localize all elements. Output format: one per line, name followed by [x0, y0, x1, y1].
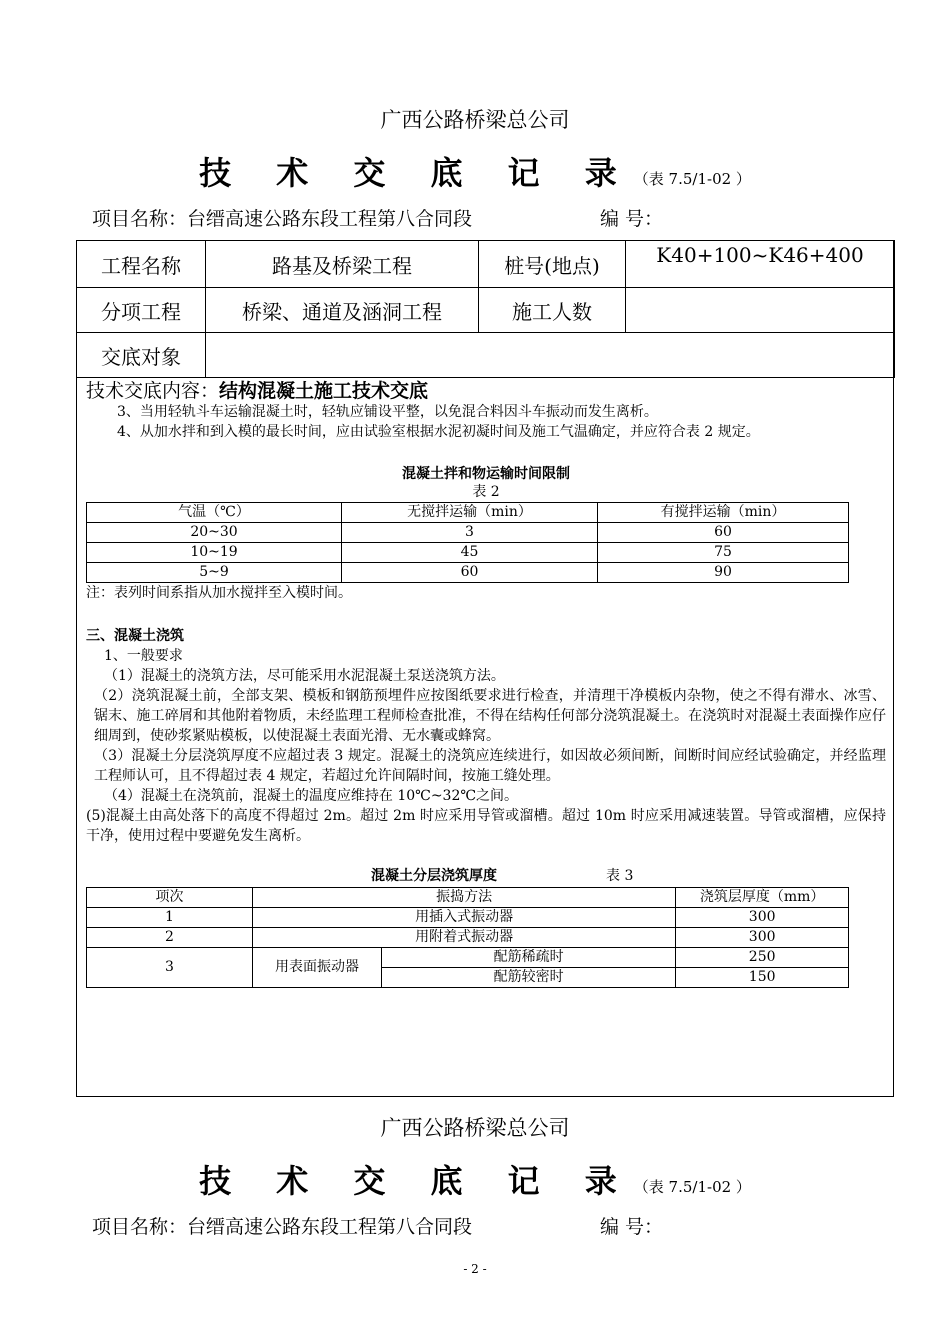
item-5: (5)混凝土由高处落下的高度不得超过 2m。超过 2m 时应采用导管或溜槽。超过 10m 时应采用减速装置。导管或溜槽，应保持干净，使用过程中要避免发生离析。 — [86, 808, 886, 844]
table-row: 10~19 45 75 — [87, 543, 849, 563]
item-3: （3）混凝土分层浇筑厚度不应超过表 3 规定。混凝土的浇筑应连续进行，如因故必须间断，间断时间应经试验确定，并经监理工程师认可，且不得超过表 4 规定，若超过允许间隔时间，按施工缝处理。 — [94, 748, 886, 784]
table3 — [86, 887, 849, 988]
table3-caption: 混凝土分层浇筑厚度 — [371, 868, 497, 884]
label-station: 桩号(地点) — [479, 241, 626, 288]
company-name: 广西公路桥梁总公司 — [380, 108, 570, 132]
table-row: 项次 振捣方法 浇筑层厚度（mm） — [87, 888, 849, 908]
document-title-2: 技 术 交 底 记 录 — [199, 1162, 634, 1200]
company-name-2: 广西公路桥梁总公司 — [380, 1116, 570, 1140]
table-row: 配筋较密时 150 — [87, 968, 849, 988]
section-3-heading: 三、混凝土浇筑 — [86, 628, 184, 644]
table-row: 2 用附着式振动器 300 — [87, 928, 849, 948]
value-station: K40+100~K46+400 — [626, 241, 895, 288]
item-1: （1）混凝土的浇筑方法，尽可能采用水泥混凝土泵送浇筑方法。 — [104, 668, 505, 684]
content-area — [86, 380, 886, 988]
item-2: （2）浇筑混凝土前，全部支架、模板和钢筋预埋件应按图纸要求进行检查，并清理干净模板内杂物，使之不得有滞水、冰雪、锯末、施工碎屑和其他附着物质，未经监理工程师检查批准，不得在结构任何部分浇筑混凝土。在浇筑时对混凝土表面操作应仔细周到，使砂浆紧贴模板，以使混凝土表面光滑、无水囊或蜂窝。 — [94, 688, 886, 744]
document-title-line-2 — [0, 1156, 950, 1202]
page-number: - 2 - — [463, 1262, 487, 1276]
table2 — [86, 502, 849, 583]
value-target — [206, 333, 895, 378]
table-row: 3 用表面振动器 配筋稀疏时 250 — [87, 948, 849, 968]
project-name-2: 项目名称：台缙高速公路东段工程第八合同段 — [92, 1216, 473, 1238]
value-project: 路基及桥梁工程 — [206, 241, 479, 288]
form-number: （表 7.5/1-02 ） — [633, 170, 751, 188]
label-project: 工程名称 — [77, 241, 206, 288]
table-row: 气温（℃） 无搅拌运输（min） 有搅拌运输（min） — [87, 503, 849, 523]
number-label: 编 号： — [600, 208, 664, 230]
label-workers: 施工人数 — [479, 288, 626, 333]
table-row: 5~9 60 90 — [87, 563, 849, 583]
info-table — [76, 240, 895, 378]
form-number-2: （表 7.5/1-02 ） — [633, 1178, 751, 1196]
value-subproject: 桥梁、通道及涵洞工程 — [206, 288, 479, 333]
para-4: 4、从加水拌和到入模的最长时间，应由试验室根据水泥初凝时间及施工气温确定，并应符合表 2 规定。 — [117, 424, 760, 440]
document-title: 技 术 交 底 记 录 — [199, 154, 634, 192]
table2-caption: 混凝土拌和物运输时间限制 — [402, 466, 570, 482]
subsection-1: 1、一般要求 — [104, 648, 183, 664]
para-3: 3、当用轻轨斗车运输混凝土时，轻轨应铺设平整，以免混合料因斗车振动而发生离析。 — [117, 404, 658, 420]
label-target: 交底对象 — [77, 333, 206, 378]
table-row: 20~30 3 60 — [87, 523, 849, 543]
table3-label: 表 3 — [606, 868, 634, 884]
table2-note: 注：表列时间系指从加水搅拌至入模时间。 — [86, 585, 352, 601]
table2-label: 表 2 — [472, 484, 500, 500]
item-4: （4）混凝土在浇筑前，混凝土的温度应维持在 10℃~32℃之间。 — [104, 788, 519, 804]
label-subproject: 分项工程 — [77, 288, 206, 333]
number-label-2: 编 号： — [600, 1216, 664, 1238]
content-heading: 技术交底内容：结构混凝土施工技术交底 — [86, 380, 429, 402]
project-name: 项目名称：台缙高速公路东段工程第八合同段 — [92, 208, 473, 230]
value-workers — [626, 288, 895, 333]
document-title-line — [0, 148, 950, 194]
table-row: 1 用插入式振动器 300 — [87, 908, 849, 928]
